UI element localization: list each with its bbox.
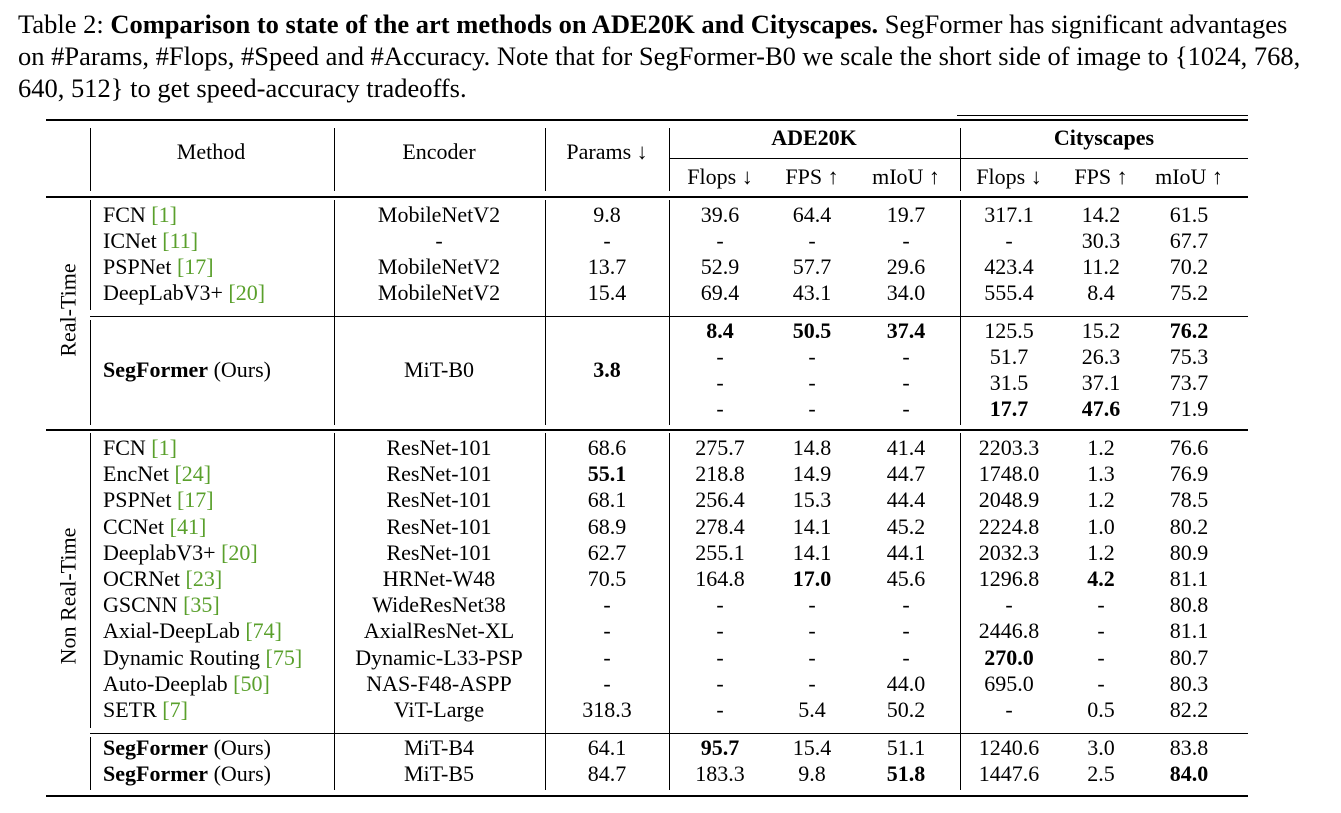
nrt-row-5-ade-miou: 45.6 [886,566,926,591]
nrt-row-4-city-fps: 1.2 [1087,539,1115,565]
rt-col-vline-3 [960,200,961,425]
citation-link[interactable]: [17] [176,254,214,279]
b0-row-0-city-flops: 125.5 [984,318,1034,343]
rt-row-0-encoder: MobileNetV2 [377,202,501,227]
header-ade20k: ADE20K [771,125,857,150]
nrt-row-4-ade-miou: 44.1 [886,539,926,565]
nrt-row-8-city-miou: 80.7 [1169,644,1209,670]
rt-row-1-city-miou: 67.7 [1169,228,1209,253]
nrt-row-5-city-fps: 4.2 [1087,566,1115,591]
nrt-row-7-encoder: AxialResNet-XL [363,618,515,644]
b0-row-0-ade-miou: 37.4 [886,318,926,343]
b0-row-method [103,357,271,383]
nrt-row-5-method [103,566,222,592]
citation-link[interactable]: [23] [185,566,223,591]
sfl-row-0-ade-miou: 51.1 [886,735,926,760]
b0-row-3-city-flops: 17.7 [989,396,1029,421]
b0-row-2-city-fps: 37.1 [1081,370,1121,395]
subheader-city-flops: Flops ↓ [976,164,1042,189]
sfl-row-0-encoder: MiT-B4 [403,735,475,760]
nrt-row-1-encoder: ResNet-101 [386,461,492,487]
sfl-row-1-city-fps: 2.5 [1087,761,1115,786]
nrt-row-10-city-fps: 0.5 [1087,697,1115,722]
ours-label: (Ours) [208,357,271,382]
nrt-row-8-ade-fps: - [808,644,816,670]
nrt-row-10-params: 318.3 [582,697,632,722]
nrt-row-1-city-miou: 76.9 [1169,461,1209,487]
method-name: PSPNet [103,487,172,513]
nrt-row-9-city-fps: - [1097,670,1105,696]
city-subheader-rule [960,158,1248,159]
caption-label: Table 2: [18,9,104,39]
b0-row-3-ade-fps: - [808,396,816,421]
method-name: Dynamic Routing [103,644,261,670]
b0-row-1-city-flops: 51.7 [989,344,1029,369]
header-vline-2 [545,128,546,191]
nrt-row-10-city-miou: 82.2 [1169,697,1209,722]
nrt-row-2-city-flops: 2048.9 [978,487,1040,513]
nrt-col-vline-0 [334,433,335,790]
nrt-row-2-encoder: ResNet-101 [386,487,492,513]
b0-row-1-city-fps: 26.3 [1081,344,1121,369]
citation-link[interactable]: [74] [245,618,282,644]
rt-row-1-encoder: - [435,228,443,253]
nrt-row-7-method [103,618,282,644]
nrt-row-8-params: - [603,644,611,670]
rt-row-1-params: - [603,228,611,253]
nrt-row-3-encoder: ResNet-101 [386,513,492,539]
rt-row-2-params: 13.7 [587,254,627,279]
nrt-row-6-city-fps: - [1097,592,1105,618]
header-encoder: Encoder [402,139,476,164]
rt-row-2-method [103,254,214,280]
b0-row-1-ade-flops: - [716,344,724,369]
b0-row-3-city-fps: 47.6 [1081,396,1121,421]
citation-link[interactable]: [11] [162,228,199,253]
method-name: EncNet [103,461,169,487]
b0-row-2-city-miou: 73.7 [1169,370,1209,395]
top-rule [46,119,1248,121]
rt-row-0-city-miou: 61.5 [1169,202,1209,227]
rt-row-0-params: 9.8 [593,202,621,227]
sfl-row-1-encoder: MiT-B5 [403,761,475,786]
nrt-row-5-city-flops: 1296.8 [978,566,1040,591]
nrt-row-6-ade-flops: - [716,592,724,618]
nrt-row-6-encoder: WideResNet38 [372,592,506,618]
nrt-col-vline-3 [960,433,961,790]
nrt-vline-1 [90,737,91,790]
nrt-row-9-encoder: NAS-F48-ASPP [366,670,512,696]
citation-link[interactable]: [50] [233,670,270,696]
sfl-row-1-ade-miou: 51.8 [886,761,926,786]
rt-row-2-city-flops: 423.4 [984,254,1034,279]
nrt-row-10-ade-fps: 5.4 [798,697,826,722]
method-name: DeepLabV3+ [103,280,223,305]
sfl-row-1-city-flops: 1447.6 [978,761,1040,786]
citation-link[interactable]: [1] [151,435,177,460]
nrt-row-5-encoder: HRNet-W48 [382,566,496,591]
nrt-row-4-method [103,540,258,566]
rt-row-3-encoder: MobileNetV2 [377,280,501,305]
rt-row-3-city-miou: 75.2 [1169,280,1209,305]
sfl-row-0-params: 64.1 [587,735,627,760]
nrt-row-1-params: 55.1 [587,461,627,487]
nrt-row-0-ade-fps: 14.8 [792,435,832,460]
b0-row-1-ade-fps: - [808,344,816,369]
nrt-row-2-city-fps: 1.2 [1087,487,1115,513]
nrt-row-3-city-miou: 80.2 [1169,513,1209,539]
nrt-row-7-ade-fps: - [808,618,816,644]
method-name: SegFormer [103,761,209,786]
group-label-realtime: Real-Time [55,263,81,357]
method-name: SegFormer [103,357,209,382]
b0-row-2-ade-fps: - [808,370,816,395]
sfl-row-1-city-miou: 84.0 [1169,761,1209,786]
subheader-ade-miou: mIoU ↑ [872,164,940,189]
nrt-row-1-ade-flops: 218.8 [695,461,745,487]
sfl-row-0-city-flops: 1240.6 [978,735,1040,760]
nrt-row-1-city-fps: 1.3 [1087,461,1115,487]
nrt-row-3-ade-miou: 45.2 [886,513,926,539]
b0-row-3-ade-miou: - [902,396,910,421]
nrt-row-0-params: 68.6 [587,435,627,460]
rt-col-vline-2 [669,200,670,425]
header-vline-1 [334,128,335,191]
sfl-row-0-city-miou: 83.8 [1169,735,1209,760]
method-name: FCN [103,202,146,227]
nrt-row-9-ade-flops: - [716,670,724,696]
rt-vline-1 [90,320,91,425]
b0-row-0-city-fps: 15.2 [1081,318,1121,343]
citation-link[interactable]: [75] [265,644,303,670]
ours-label: (Ours) [208,735,271,760]
nrt-row-6-city-miou: 80.8 [1169,592,1209,618]
rt-col-vline-1 [545,200,546,425]
nrt-row-7-city-fps: - [1097,618,1105,644]
rt-row-0-ade-miou: 19.7 [886,202,926,227]
nrt-row-5-city-miou: 81.1 [1169,566,1209,591]
rt-row-1-city-flops: - [1005,228,1013,253]
method-name: DeeplabV3+ [103,539,216,565]
method-name: PSPNet [103,254,172,279]
method-name: Auto-Deeplab [103,670,228,696]
method-name: ICNet [103,228,157,253]
b0-row-3-city-miou: 71.9 [1169,396,1209,421]
header-params: Params ↓ [566,139,648,164]
nrt-row-1-ade-fps: 14.9 [792,461,832,487]
method-name: GSCNN [103,592,178,618]
nrt-row-0-city-miou: 76.6 [1169,435,1209,460]
b0-params: 3.8 [593,357,621,382]
nrt-row-2-ade-fps: 15.3 [792,487,832,513]
rt-row-0-city-flops: 317.1 [984,202,1034,227]
citation-link[interactable]: [20] [228,280,266,305]
nrt-row-6-city-flops: - [1005,592,1013,618]
nrt-row-6-ade-miou: - [902,592,910,618]
nrt-row-9-ade-miou: 44.0 [886,670,926,696]
rt-row-2-city-miou: 70.2 [1169,254,1209,279]
method-name: SETR [103,697,157,722]
nrt-row-3-city-flops: 2224.8 [978,513,1040,539]
nrt-row-2-ade-miou: 44.4 [886,487,926,513]
sfl-row-0-city-fps: 3.0 [1087,735,1115,760]
sfl-row-0-method [103,735,271,761]
nrt-vline-0 [90,433,91,728]
nrt-row-9-city-flops: 695.0 [984,670,1034,696]
nrt-row-8-method [103,645,302,671]
rt-col-vline-0 [334,200,335,425]
rt-row-3-ade-fps: 43.1 [792,280,832,305]
nrt-col-vline-1 [545,433,546,790]
rt-row-3-city-flops: 555.4 [984,280,1034,305]
header-vline-0 [90,128,91,191]
nrt-row-0-city-flops: 2203.3 [978,435,1040,460]
top-right-rule [957,115,1248,116]
b0-row-0-ade-fps: 50.5 [792,318,832,343]
nrt-row-7-ade-flops: - [716,618,724,644]
nrt-row-9-ade-fps: - [808,670,816,696]
rt-row-0-city-fps: 14.2 [1081,202,1121,227]
rt-row-3-method [103,280,265,306]
citation-link[interactable]: [20] [221,539,258,565]
rt-row-2-ade-miou: 29.6 [886,254,926,279]
ours-label: (Ours) [208,761,271,786]
nrt-col-vline-2 [669,433,670,790]
caption-body: SegFormer has significant advantages on #Params, #Flops, #Speed and #Accuracy. Note that for SegFormer-B0 we scale the short side of image to {1024, 768, 640, 512} to get speed-accuracy tradeoffs. [18,9,1301,103]
b0-row-2-city-flops: 31.5 [989,370,1029,395]
group-divider-rule [46,429,1248,431]
nrt-row-3-ade-flops: 278.4 [695,513,745,539]
citation-link[interactable]: [24] [174,461,212,487]
rt-row-1-ade-miou: - [902,228,910,253]
nrt-row-10-ade-miou: 50.2 [886,697,926,722]
nrt-row-8-ade-flops: - [716,644,724,670]
method-name: FCN [103,435,146,460]
sfl-row-0-ade-flops: 95.7 [700,735,740,760]
nrt-row-6-ade-fps: - [808,592,816,618]
rt-vline-0 [90,200,91,310]
rt-row-1-method [103,228,198,254]
nrt-row-5-ade-fps: 17.0 [792,566,832,591]
rt-row-2-ade-fps: 57.7 [792,254,832,279]
nrt-row-0-city-fps: 1.2 [1087,435,1115,460]
b0-row-2-ade-miou: - [902,370,910,395]
rt-row-3-ade-miou: 34.0 [886,280,926,305]
nrt-row-6-method [103,592,220,618]
nrt-row-1-city-flops: 1748.0 [978,461,1040,487]
nrt-row-3-city-fps: 1.0 [1087,513,1115,539]
citation-link[interactable]: [7] [162,697,188,722]
rt-row-2-encoder: MobileNetV2 [377,254,501,279]
nrt-row-0-method [103,435,177,461]
b0-row-1-city-miou: 75.3 [1169,344,1209,369]
citation-link[interactable]: [41] [169,513,207,539]
header-vline-3 [669,128,670,191]
nrt-row-9-params: - [603,670,611,696]
nrt-row-2-ade-flops: 256.4 [695,487,745,513]
b0-row-1-ade-miou: - [902,344,910,369]
citation-link[interactable]: [1] [151,202,177,227]
nrt-row-7-params: - [603,618,611,644]
citation-link[interactable]: [17] [176,487,214,513]
sfl-row-1-method [103,761,271,787]
nrt-row-8-ade-miou: - [902,644,910,670]
nrt-row-1-ade-miou: 44.7 [886,461,926,487]
sfl-row-1-params: 84.7 [587,761,627,786]
nrt-row-1-method [103,461,211,487]
nrt-row-4-city-flops: 2032.3 [978,539,1040,565]
rt-row-0-ade-flops: 39.6 [700,202,740,227]
bottom-rule [46,795,1248,797]
nrt-row-8-encoder: Dynamic-L33-PSP [355,644,523,670]
table-caption [18,8,1318,104]
nrt-row-0-ade-miou: 41.4 [886,435,926,460]
rt-row-1-ade-fps: - [808,228,816,253]
nrt-row-7-city-miou: 81.1 [1169,618,1209,644]
method-name: CCNet [103,513,165,539]
nrt-row-7-ade-miou: - [902,618,910,644]
nrt-row-10-ade-flops: - [716,697,724,722]
nrt-row-10-method [103,697,188,723]
rt-row-1-city-fps: 30.3 [1081,228,1121,253]
rt-row-0-method [103,202,177,228]
nrt-row-2-params: 68.1 [587,487,627,513]
subheader-ade-flops: Flops ↓ [687,164,753,189]
nrt-row-3-params: 68.9 [587,513,627,539]
nrt-row-10-city-flops: - [1005,697,1013,722]
rt-row-3-params: 15.4 [587,280,627,305]
nrt-row-7-city-flops: 2446.8 [978,618,1040,644]
nrt-row-10-encoder: ViT-Large [393,697,485,722]
rt-row-1-ade-flops: - [716,228,724,253]
b0-row-2-ade-flops: - [716,370,724,395]
nrt-row-4-ade-flops: 255.1 [695,539,745,565]
header-bottom-rule [46,196,1248,198]
nrt-row-0-encoder: ResNet-101 [386,435,492,460]
rt-row-3-city-fps: 8.4 [1087,280,1115,305]
header-vline-4 [960,128,961,191]
rt-row-2-ade-flops: 52.9 [700,254,740,279]
b0-row-3-ade-flops: - [716,396,724,421]
header-method: Method [176,139,246,164]
b0-row-0-city-miou: 76.2 [1169,318,1209,343]
nrt-row-3-method [103,514,206,540]
nrt-row-2-city-miou: 78.5 [1169,487,1209,513]
nrt-row-4-encoder: ResNet-101 [386,539,492,565]
nrt-row-9-city-miou: 80.3 [1169,670,1209,696]
subheader-city-miou: mIoU ↑ [1155,164,1223,189]
method-name: OCRNet [103,566,180,591]
citation-link[interactable]: [35] [183,592,220,618]
header-cityscapes: Cityscapes [1053,125,1155,150]
nrt-row-9-method [103,671,270,697]
nrt-row-5-params: 70.5 [587,566,627,591]
nrt-row-6-params: - [603,592,611,618]
rt-row-3-ade-flops: 69.4 [700,280,740,305]
b0-row-0-ade-flops: 8.4 [706,318,734,343]
rt-row-0-ade-fps: 64.4 [792,202,832,227]
sfl-row-1-ade-flops: 183.3 [695,761,745,786]
subheader-city-fps: FPS ↑ [1074,164,1128,189]
caption-title: Comparison to state of the art methods on ADE20K and Cityscapes. [110,9,879,39]
method-name: Axial-DeepLab [103,618,240,644]
b0-encoder: MiT-B0 [403,357,475,382]
sfl-row-0-ade-fps: 15.4 [792,735,832,760]
nrt-row-8-city-fps: - [1097,644,1105,670]
rt-row-2-city-fps: 11.2 [1082,254,1120,279]
subheader-ade-fps: FPS ↑ [785,164,839,189]
nrt-row-4-ade-fps: 14.1 [792,539,832,565]
sfl-row-1-ade-fps: 9.8 [798,761,826,786]
group-label-nonrealtime: Non Real-Time [54,527,80,665]
nrt-row-0-ade-flops: 275.7 [695,435,745,460]
nrt-row-3-ade-fps: 14.1 [792,513,832,539]
method-name: SegFormer [103,735,209,760]
nrt-row-8-city-flops: 270.0 [984,644,1034,670]
nrt-row-4-params: 62.7 [587,539,627,565]
nrt-row-4-city-miou: 80.9 [1169,539,1209,565]
nrt-row-5-ade-flops: 164.8 [695,566,745,591]
nrt-row-2-method [103,487,214,513]
